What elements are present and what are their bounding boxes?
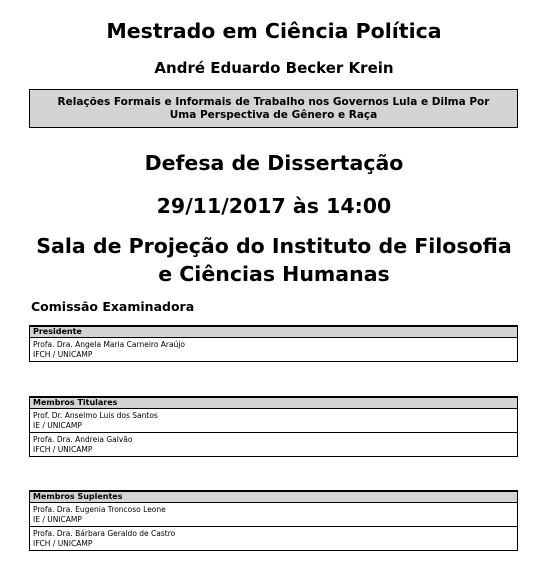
member-institution: IE / UNICAMP [33,420,82,430]
member-row [29,409,518,433]
committee-group-suplentes [29,490,518,551]
dissertation-title: Relações Formais e Informais de Trabalho nos Governos Lula e Dilma Por Uma Perspectiva de Gênero e Raça [57,95,490,121]
member-name: Profa. Dra. Andreia Galvão [33,435,133,444]
group-header: Membros Suplentes [29,490,518,503]
event-datetime: 29/11/2017 às 14:00 [156,194,392,218]
venue-line: e Ciências Humanas [158,262,390,286]
member-institution: IE / UNICAMP [33,514,82,524]
committee-group-president [29,325,518,362]
member-institution: IFCH / UNICAMP [33,349,93,359]
member-name: Profa. Dra. Bárbara Geraldo de Castro [33,529,176,538]
member-row [29,433,518,457]
program-title: Mestrado em Ciência Política [106,19,442,43]
dissertation-title-box [29,89,518,128]
member-institution: IFCH / UNICAMP [33,444,93,454]
group-header: Presidente [29,325,518,338]
venue-line: Sala de Projeção do Instituto de Filosofia [36,234,512,258]
member-name: Profa. Dra. Angela Maria Carneiro Araújo [33,340,186,349]
author-name: André Eduardo Becker Krein [154,59,394,77]
event-venue [0,232,538,288]
member-name: Prof. Dr. Anselmo Luis dos Santos [33,411,158,420]
member-row [29,503,518,527]
member-row [29,338,518,362]
committee-group-titulares [29,396,518,457]
event-heading: Defesa de Dissertação [144,151,404,175]
member-name: Profa. Dra. Eugenia Troncoso Leone [33,505,166,514]
commission-heading: Comissão Examinadora [31,299,195,314]
member-row [29,527,518,551]
group-header: Membros Titulares [29,396,518,409]
member-institution: IFCH / UNICAMP [33,538,93,548]
